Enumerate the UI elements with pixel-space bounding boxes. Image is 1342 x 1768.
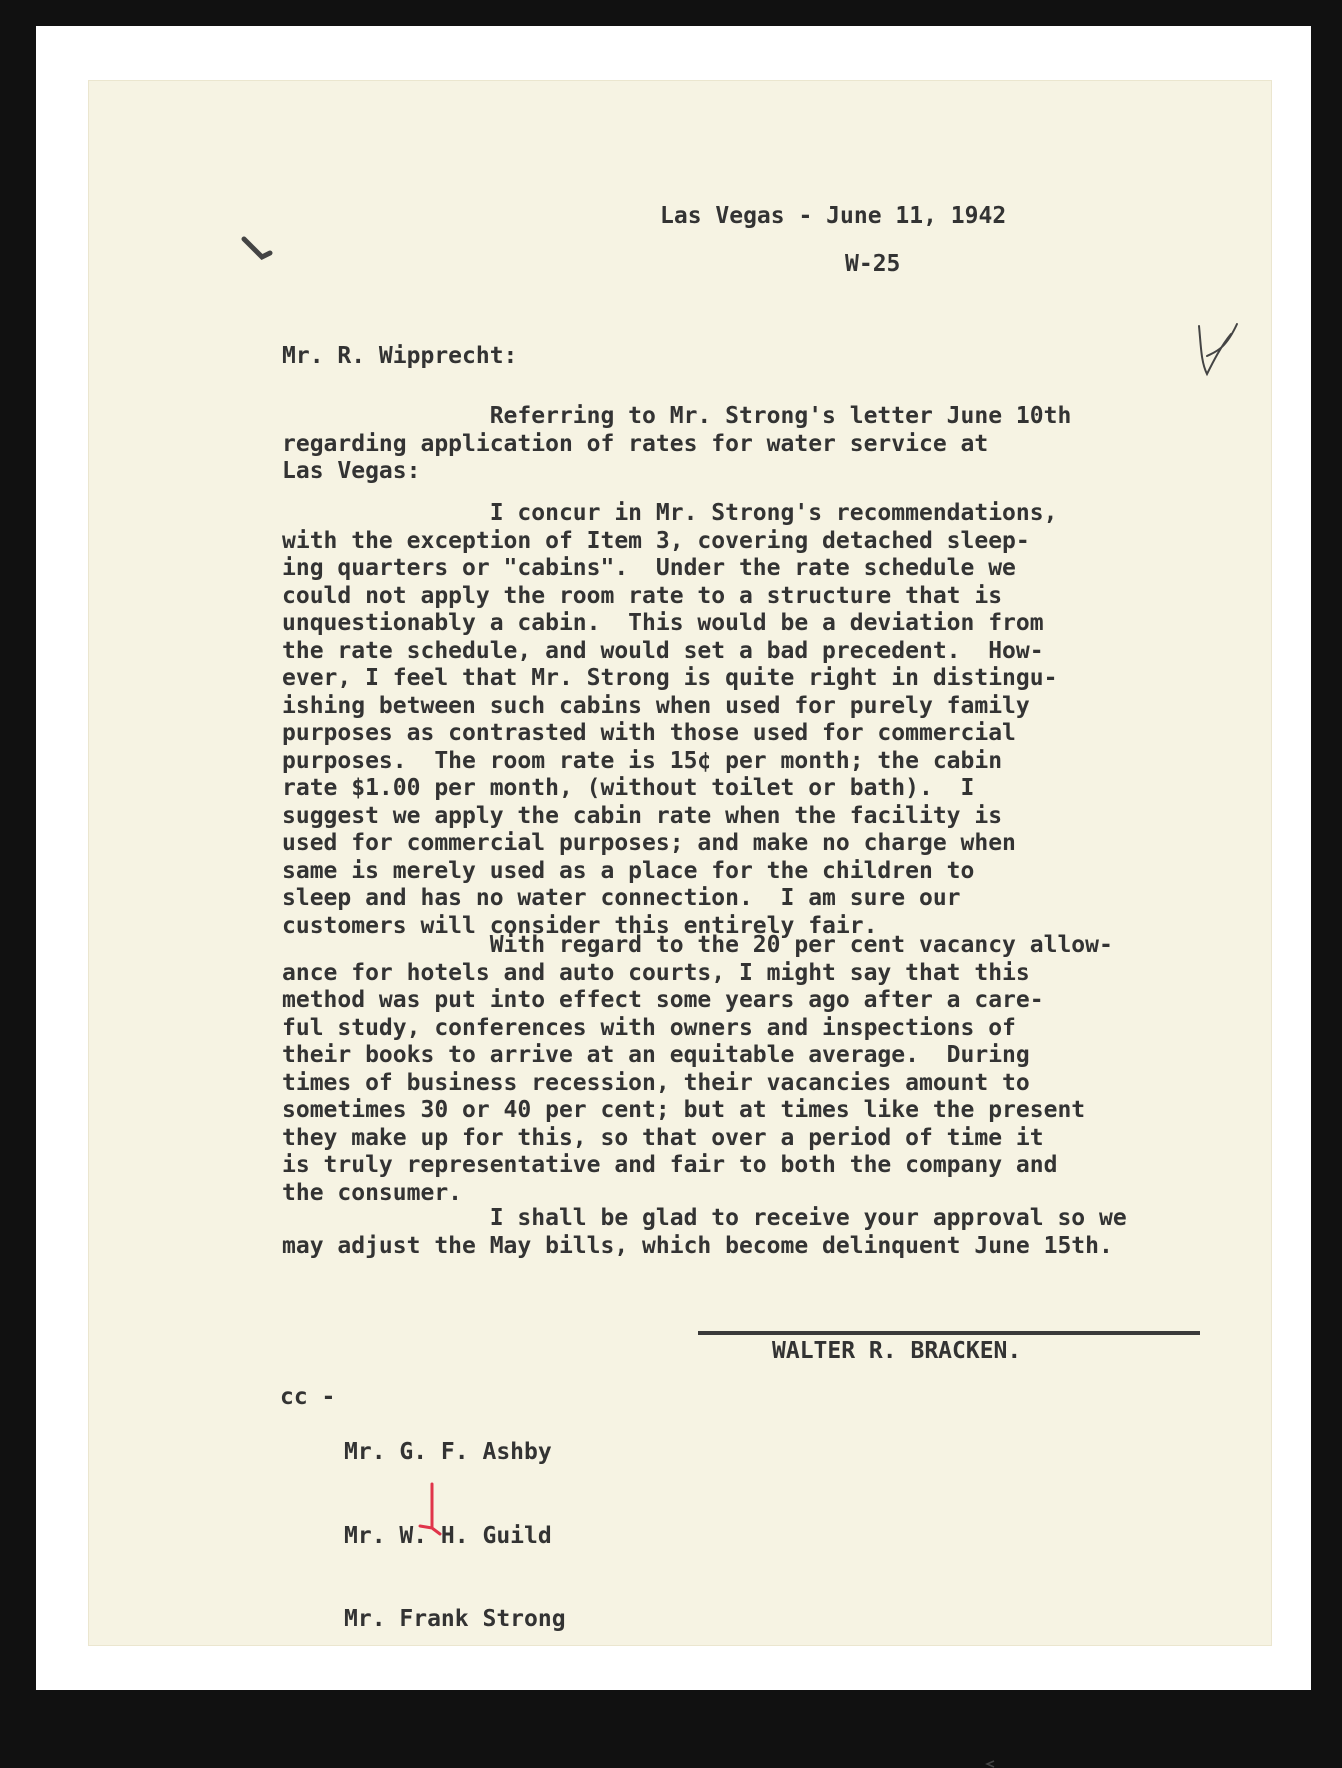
paragraph-vacancy-allowance: With regard to the 20 per cent vacancy allow- ance for hotels and auto courts, I might say that this method was put into effect some years ago after a care- ful study, conferences with owners and inspections of their books to arrive at an equitable average. During times of business recession, their vacancies amount to sometimes 30 or 40 per cent; but at times like the present they make up for this, so that over a period of time it is truly representative and fair to both the company and the consumer. [282,932,1113,1206]
salutation: Mr. R. Wipprecht: [282,343,518,369]
signature-name: WALTER R. BRACKEN. [772,1338,1022,1364]
cc-recipient: Mr. Frank Strong [344,1606,566,1632]
paragraph-intro: Referring to Mr. Strong's letter June 10th regarding application of rates for water service at Las Vegas: [282,403,1072,484]
signature-line [698,1331,1200,1335]
paragraph-cabins: I concur in Mr. Strong's recommendations, with the exception of Item 3, covering detached sleep- ing quarters or "cabins". Under the rate schedule we could not apply the room rate to a structure that is unquestionably a cabin. This would be a deviation from the rate schedule, and would set a bad precedent. How- ever, I feel that Mr. Strong is quite right in distingu- ishing between such cabins when used for purely family purposes as contrasted with those used for commercial purposes. The room rate is 15¢ per month; the cabin rate $1.00 per month, (without toilet or bath). I suggest we apply the cabin rate when the facility is used for commercial purposes; and make no charge when same is merely used as a place for the children to sleep and has no water connection. I am sure our customers will consider this entirely fair. [282,500,1058,939]
cc-recipient-list [344,1384,566,1662]
paragraph-closing: I shall be glad to receive your approval so we may adjust the May bills, which become delinquent June 15th. [282,1205,1127,1259]
check-tick-mark-icon [240,235,282,265]
page-mark-icon [984,1760,996,1768]
file-reference: W-25 [845,251,901,277]
cc-recipient: Mr. W. H. Guild [344,1522,552,1549]
handwritten-initial-icon [1191,316,1251,384]
dateline: Las Vegas - June 11, 1942 [660,203,1007,229]
cc-recipient: Mr. G. F. Ashby [344,1439,552,1465]
cc-label: cc - [280,1384,336,1410]
